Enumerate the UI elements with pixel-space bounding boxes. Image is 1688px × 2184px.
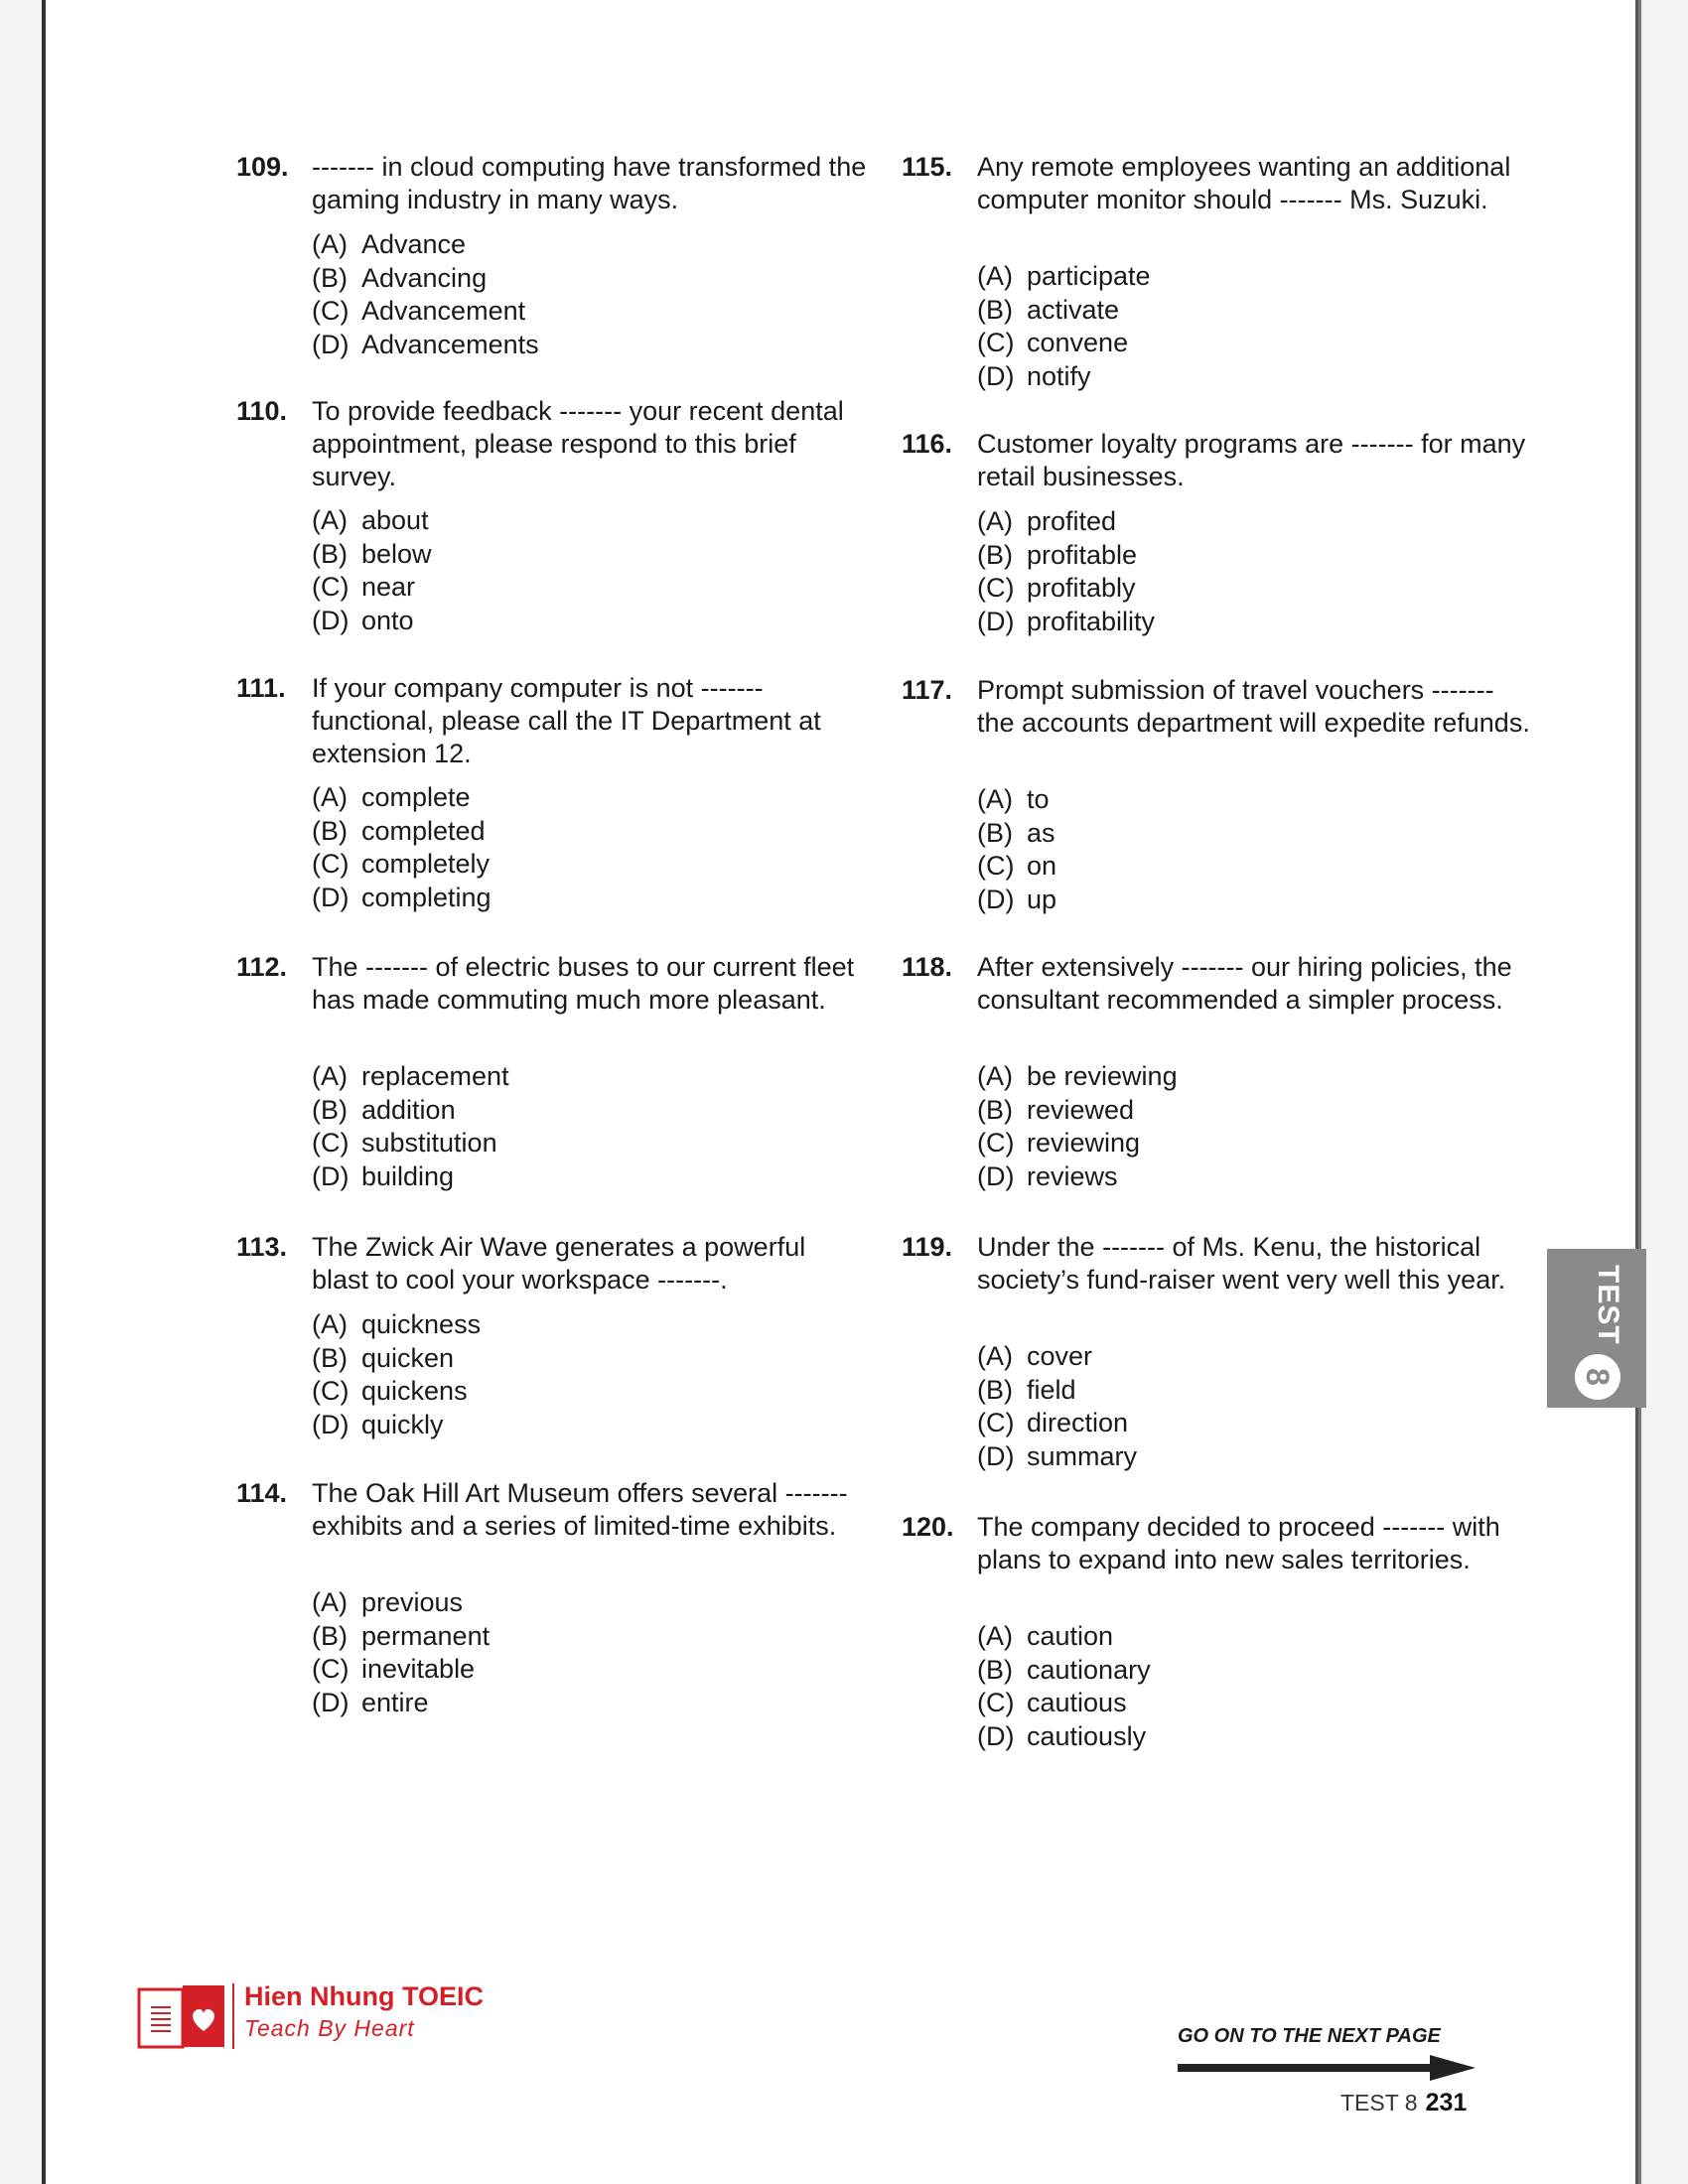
option-letter: (A) [312,505,348,535]
answer-option [977,1440,1137,1474]
option-letter: (B) [312,1620,348,1651]
option-text: as [1027,817,1055,848]
option-text: near [361,572,416,602]
answer-option [977,360,1151,394]
answer-option [312,1375,481,1409]
answer-option [977,884,1056,917]
option-text: participate [1027,261,1151,291]
option-text: Advancing [361,262,488,293]
option-letter: (C) [977,1688,1015,1717]
question-text: After extensively ------- our hiring policies, the consultant recommended a simpler process. [977,952,1512,1015]
option-letter: (B) [312,815,348,846]
option-text: completing [361,882,492,912]
option-letter: (C) [312,296,350,326]
answer-option [312,1160,509,1194]
option-letter: (D) [312,1160,350,1191]
answer-option [977,1687,1151,1720]
question-text: The ------- of electric buses to our current fleet has made commuting much more pleasant. [312,952,855,1015]
brand-tagline: Teach By Heart [244,2015,415,2041]
option-text: profitability [1027,606,1156,636]
question-text: ------- in cloud computing have transformed the gaming industry in many ways. [312,152,867,214]
answer-option [312,1342,481,1376]
answer-option [977,327,1151,360]
answer-option [977,572,1155,606]
option-text: on [1027,851,1057,881]
option-text: be reviewing [1027,1061,1178,1091]
option-text: building [361,1160,455,1191]
question-text: Customer loyalty programs are ------- for many retail businesses. [977,429,1526,491]
question-text: Prompt submission of travel vouchers ------- the accounts department will expedite refunds. [977,675,1530,738]
answer-option [312,1586,490,1620]
page-number: 231 [1425,2089,1468,2116]
answer-option [312,538,432,572]
option-letter: (D) [312,882,350,912]
option-text: completed [361,815,486,846]
option-letter: (C) [312,572,350,602]
option-text: profitable [1027,539,1138,570]
answer-option [312,295,539,329]
option-letter: (D) [312,329,350,359]
side-tab-label: TEST [1592,1265,1624,1345]
option-letter: (D) [977,606,1015,636]
option-letter: (B) [977,1094,1013,1125]
option-letter: (C) [312,1128,350,1158]
option-text: field [1027,1374,1076,1405]
option-letter: (D) [977,1720,1015,1751]
answer-option [977,1720,1151,1754]
option-letter: (B) [312,1094,348,1125]
answer-option [977,505,1155,539]
answer-option [977,1094,1178,1128]
answer-option [977,1407,1137,1440]
answer-options [312,1586,490,1719]
answer-options [977,1340,1137,1473]
option-text: inevitable [361,1654,476,1684]
test-side-tab [1547,1249,1646,1408]
option-letter: (A) [312,229,348,259]
option-letter: (A) [977,1061,1013,1091]
answer-options [312,781,492,914]
option-letter: (C) [312,849,350,879]
answer-option [312,1653,490,1687]
option-text: about [361,505,429,535]
answer-option [312,571,432,605]
option-text: reviewed [1027,1094,1135,1125]
option-text: reviews [1027,1160,1118,1191]
option-letter: (C) [977,1408,1015,1437]
option-text: quickly [361,1409,444,1439]
option-letter: (D) [977,360,1015,391]
question-number: 119. [902,1232,953,1262]
page-edge-right [1638,0,1641,2184]
answer-option [312,848,492,882]
option-letter: (D) [312,1409,350,1439]
answer-option [312,1308,481,1342]
answer-option [977,817,1056,851]
answer-options [312,1308,481,1441]
option-text: permanent [361,1620,491,1651]
footer-test-label: TEST 8 [1340,2090,1418,2116]
answer-option [977,783,1056,817]
answer-option [977,1060,1178,1094]
option-letter: (A) [312,1061,348,1091]
question-text: Any remote employees wanting an additional computer monitor should ------- Ms. Suzuki. [977,152,1511,214]
option-text: profited [1027,506,1117,536]
option-letter: (A) [977,784,1013,814]
answer-option [312,504,432,538]
option-text: entire [361,1687,429,1717]
option-text: completely [361,849,491,879]
option-text: previous [361,1587,464,1617]
option-text: below [361,538,432,569]
right-arrow-icon [1178,2055,1476,2081]
question-number: 117. [902,675,953,705]
option-text: replacement [361,1061,509,1091]
answer-option [312,1127,509,1160]
option-text: cautiously [1027,1720,1147,1751]
answer-options [977,1620,1151,1753]
answer-option [312,1060,509,1094]
answer-option [977,606,1155,639]
option-letter: (A) [312,1309,348,1339]
question-number: 109. [236,152,289,182]
option-text: substitution [361,1128,497,1158]
option-text: summary [1027,1440,1138,1471]
brand-divider [232,1983,234,2049]
option-letter: (B) [312,262,348,293]
option-letter: (C) [312,1376,350,1406]
option-text: addition [361,1094,456,1125]
option-letter: (C) [977,851,1015,881]
question-text: If your company computer is not ------- functional, please call the IT Department at extension 12. [312,673,821,768]
option-letter: (C) [977,1128,1015,1158]
answer-option [977,850,1056,884]
answer-option [312,329,539,362]
option-text: complete [361,782,471,812]
answer-option [977,260,1151,294]
question-number: 113. [236,1232,288,1262]
option-text: Advance [361,229,467,259]
option-letter: (A) [312,782,348,812]
answer-options [977,505,1155,638]
option-letter: (A) [977,506,1013,536]
answer-option [977,1160,1178,1194]
option-letter: (D) [312,605,350,635]
option-letter: (B) [977,1374,1013,1405]
option-text: caution [1027,1621,1114,1651]
answer-option [977,1374,1137,1408]
answer-options [312,504,432,637]
question-number: 118. [902,952,953,982]
answer-option [312,262,539,296]
option-text: cover [1027,1341,1093,1371]
answer-option [977,1620,1151,1654]
option-letter: (C) [312,1654,350,1684]
option-text: quickens [361,1376,468,1406]
answer-options [977,783,1056,916]
question-number: 115. [902,152,953,182]
answer-options [977,260,1151,393]
question-text: The Oak Hill Art Museum offers several ------- exhibits and a series of limited-time exhibits. [312,1478,848,1541]
option-text: Advancements [361,329,539,359]
option-letter: (B) [977,1654,1013,1685]
page [46,0,1638,2184]
question-text: Under the ------- of Ms. Kenu, the historical society’s fund-raiser went very well this year. [977,1232,1506,1295]
option-letter: (B) [977,294,1013,325]
question-number: 116. [902,429,953,459]
option-letter: (A) [977,1341,1013,1371]
option-letter: (A) [312,1587,348,1617]
option-letter: (B) [312,538,348,569]
brand-name: Hien Nhung TOEIC [244,1981,484,2011]
answer-option [977,1654,1151,1688]
option-text: activate [1027,294,1120,325]
answer-option [312,1094,509,1128]
question-number: 110. [236,396,288,426]
question-number: 112. [236,952,288,982]
answer-option [977,539,1155,573]
option-letter: (C) [977,328,1015,357]
option-letter: (A) [977,1621,1013,1651]
option-text: onto [361,605,414,635]
option-letter: (D) [312,1687,350,1717]
option-text: up [1027,884,1057,914]
answer-options [312,1060,509,1193]
page-footer [1340,2089,1467,2117]
option-text: quickness [361,1309,482,1339]
question-number: 111. [236,673,286,703]
option-letter: (C) [977,573,1015,603]
next-page-indicator [1178,2025,1476,2048]
answer-option [977,1127,1178,1160]
answer-option [312,781,492,815]
question-number: 120. [902,1512,954,1542]
answer-option [312,1409,481,1442]
page-edge-left [42,0,46,2184]
next-page-text: GO ON TO THE NEXT PAGE [1178,2025,1441,2047]
option-text: direction [1027,1408,1129,1437]
answer-option [312,1687,490,1720]
answer-option [312,882,492,915]
side-tab-number: 8 [1575,1354,1620,1400]
option-text: Advancement [361,296,526,326]
book-heart-logo-icon [137,1981,226,2051]
question-text: The Zwick Air Wave generates a powerful blast to cool your workspace -------. [312,1232,806,1295]
answer-option [312,815,492,849]
option-text: notify [1027,360,1091,391]
option-letter: (B) [312,1342,348,1373]
answer-option [312,1620,490,1654]
answer-option [312,228,539,262]
option-text: profitably [1027,573,1136,603]
answer-option [977,294,1151,328]
option-text: reviewing [1027,1128,1141,1158]
option-text: to [1027,784,1050,814]
question-text: To provide feedback ------- your recent dental appointment, please respond to this brief survey. [312,396,844,491]
answer-option [977,1340,1137,1374]
option-letter: (B) [977,817,1013,848]
option-letter: (A) [977,261,1013,291]
question-number: 114. [236,1478,288,1508]
answer-options [977,1060,1178,1193]
option-letter: (D) [977,884,1015,914]
option-text: cautious [1027,1688,1127,1717]
answer-option [312,605,432,638]
option-text: quicken [361,1342,455,1373]
option-text: convene [1027,328,1129,357]
question-text: The company decided to proceed ------- with plans to expand into new sales territories. [977,1512,1500,1574]
option-letter: (D) [977,1440,1015,1471]
option-letter: (D) [977,1160,1015,1191]
option-text: cautionary [1027,1654,1151,1685]
option-letter: (B) [977,539,1013,570]
answer-options [312,228,539,361]
